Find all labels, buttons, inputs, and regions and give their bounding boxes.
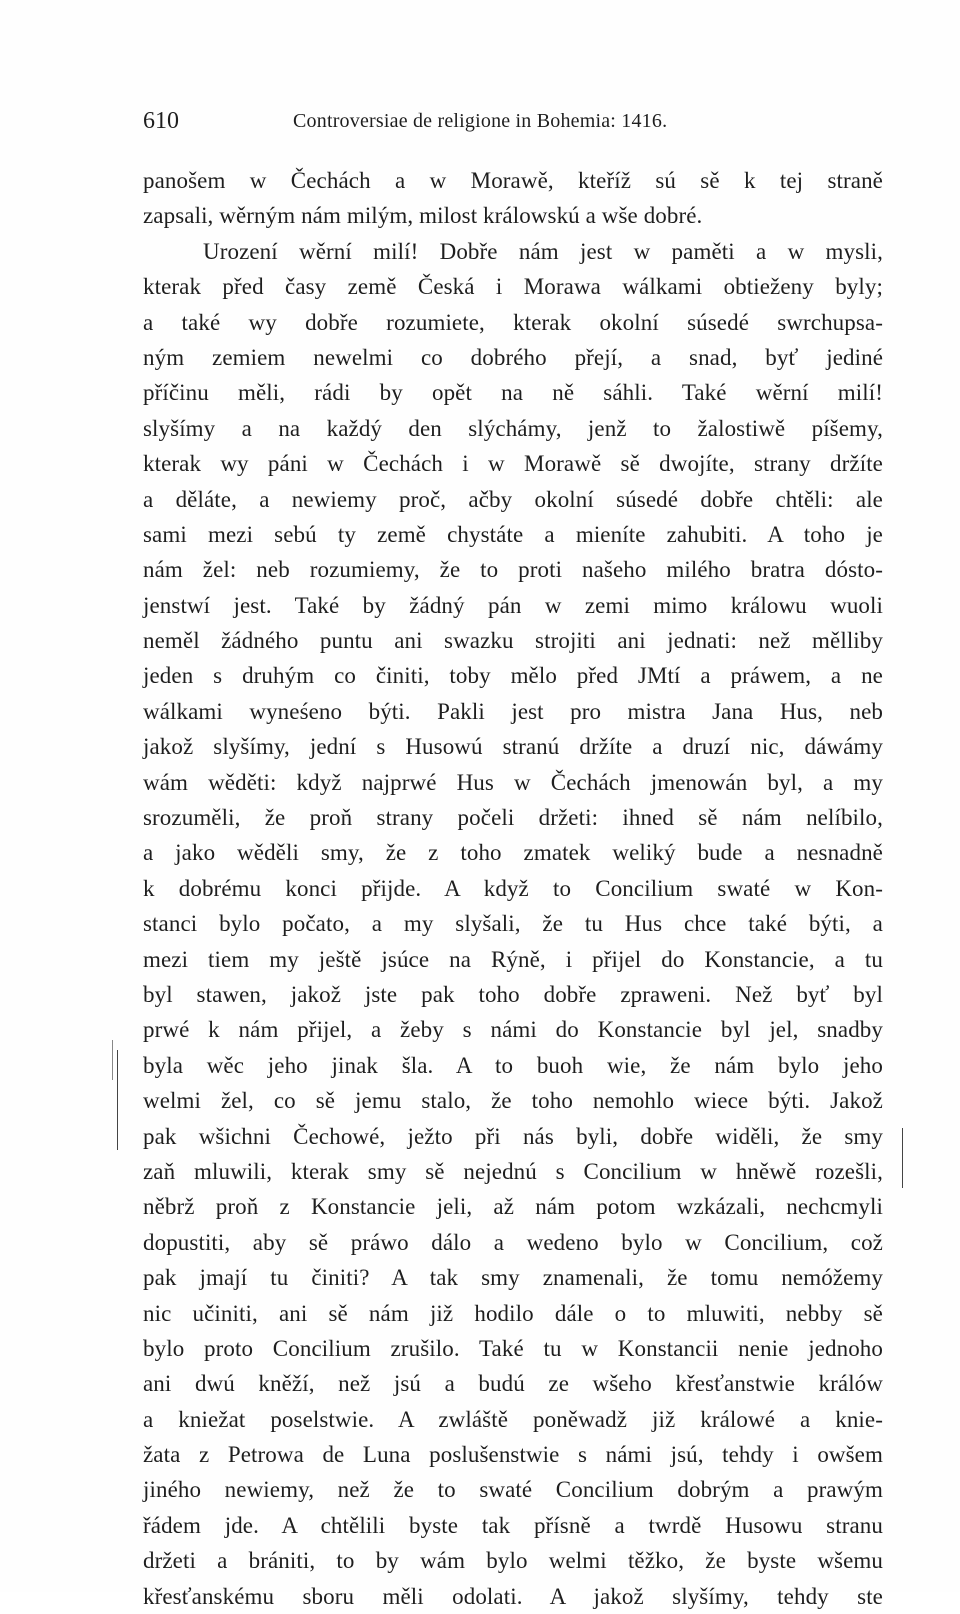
margin-pencil-mark [117, 1050, 118, 1150]
text-line: ným zemiem newelmi co dobrého přejí, a snad, byť jediné [143, 344, 883, 370]
running-head [143, 103, 743, 139]
text-line: jakož slyšímy, jední s Husowú stranú držíte a druzí nic, dáwámy [143, 734, 883, 760]
margin-pencil-mark [902, 1128, 903, 1188]
text-line: kterak před časy země Česká i Morawa wálkami obtieženy byly; [143, 274, 883, 300]
text-line: mezi tiem my ještě jsúce na Rýně, i přijel do Konstancie, a tu [143, 946, 883, 972]
text-line: držeti a brániti, to by wám bylo welmi těžko, že byste wšemu [143, 1548, 883, 1574]
body-text [143, 163, 883, 1614]
margin-pencil-mark [112, 1040, 113, 1080]
running-title: Controversiae de religione in Bohemia: 1416. [293, 110, 668, 132]
text-line: a děláte, a newiemy proč, ačby okolní súsedé dobře chtěli: ale [143, 486, 883, 512]
text-line: slyšímy a na každý den slýchámy, jenž to žalostiwě píšemy, [143, 415, 883, 441]
page-number: 610 [143, 108, 179, 134]
text-line: bylo proto Concilium zrušilo. Také tu w Konstancii nenie jednoho [143, 1335, 883, 1361]
text-line: Urození wěrní milí! Dobře nám jest w paměti a w mysli, [203, 238, 883, 264]
text-line: a také wy dobře rozumiete, kterak okolní súsedé swrchupsa- [143, 309, 883, 335]
text-line: panošem w Čechách a w Morawě, kteříž sú sě k tej straně [143, 168, 883, 193]
text-line: byla wěc jeho jinak šla. A to buoh wie, že nám bylo jeho [143, 1052, 883, 1078]
text-line: pak wšichni Čechowé, ježto při nás byli, dobře widěli, že smy [143, 1123, 883, 1149]
text-line: srozuměli, že proň strany počeli držeti: ihned sě nám nelíbilo, [143, 805, 883, 831]
text-line: dopustiti, aby sě práwo dálo a wedeno bylo w Concilium, což [143, 1229, 883, 1255]
text-line: a kniežat poselstwie. A zwláště poněwadž již králowé a knie- [143, 1406, 883, 1432]
text-line: stanci bylo počato, a my slyšali, že tu Hus chce také býti, a [143, 911, 883, 937]
text-line: wám wěděti: když najprwé Hus w Čechách jmenowán byl, a my [143, 769, 883, 795]
text-line: sami mezi sebú ty země chystáte a mieníte zahubiti. A toho je [143, 521, 883, 547]
text-line: jenstwí jest. Také by žádný pán w zemi mimo králowu wuoli [143, 592, 883, 618]
text-line: prwé k nám přijel, a žeby s námi do Konstancie byl jel, snadby [143, 1017, 883, 1043]
text-line: něbrž proň z Konstancie jeli, až nám potom wzkázali, nechcmyli [143, 1194, 883, 1220]
text-line: byl stawen, jakož jste pak toho dobře zpraweni. Než byť byl [143, 981, 883, 1007]
text-line: jiného newiemy, než že to swaté Concilium dobrým a prawým [143, 1477, 883, 1503]
text-line: řádem jde. A chtělili byste tak přísně a twrdě Husowu stranu [143, 1512, 883, 1538]
text-line: welmi žel, co sě jemu stalo, že toho nemohlo wiece býti. Jakož [143, 1088, 883, 1114]
text-line: a jako wěděli smy, že z toho zmatek weliký bude a nesnadně [143, 840, 883, 866]
text-line: zapsali, wěrným nám milým, milost králowskú a wše dobré. [143, 203, 703, 229]
text-line: kterak wy páni w Čechách i w Morawě sě dwojíte, strany držíte [143, 451, 883, 477]
text-line: žata z Petrowa de Luna poslušenstwie s námi jsú, tehdy i owšem [143, 1442, 883, 1468]
text-line: neměl žádného puntu ani swazku strojiti ani jednati: než mělliby [143, 628, 883, 654]
text-line: ani dwú kněží, než jsú a budú ze wšeho křesťanstwie králów [143, 1371, 883, 1397]
text-line: nám žel: neb rozumiemy, že to proti našeho milého bratra dósto- [143, 557, 883, 583]
text-line: nic učiniti, ani sě nám již hodilo dále o to mluwiti, nebby sě [143, 1300, 883, 1326]
text-line: křesťanskému sboru měli odolati. A jakož slyšímy, tehdy ste [143, 1583, 883, 1609]
text-line: příčinu měli, rádi by opět na ně sáhli. Také wěrní milí! [143, 380, 883, 406]
text-line: zaň mluwili, kterak smy sě nejednú s Concilium w hněwě rozešli, [143, 1158, 883, 1184]
text-line: k dobrému konci přijde. A když to Concilium swaté w Kon- [143, 875, 883, 901]
text-line: jeden s druhým co činiti, toby mělo před JMtí a práwem, a ne [143, 663, 883, 689]
text-line: wálkami wyneśeno býti. Pakli jest pro mistra Jana Hus, neb [143, 698, 883, 724]
text-line: pak jmají tu činiti? A tak smy znamenali, že tomu nemóžemy [143, 1265, 883, 1291]
